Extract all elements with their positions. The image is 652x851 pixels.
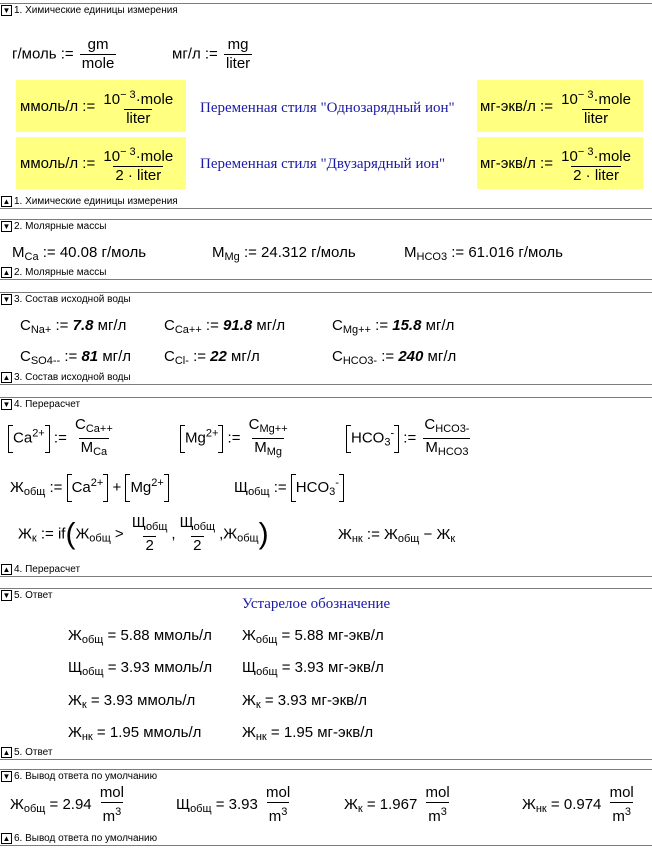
region-4-footer[interactable]: ▲ 4. Перерасчет — [0, 563, 652, 577]
molar-mass-hco3[interactable]: $M_{HCO3}$ := 61.016 г/моль — [404, 244, 563, 263]
conc-cl[interactable]: $C_{Cl-}$ := 22 мг/л — [164, 348, 260, 367]
conc-mg[interactable]: $C_{Mg++}$ := 15.8 мг/л — [332, 317, 455, 336]
calc-ca-ion[interactable]: $Ca^{2+}$ := $\frac{C_{Ca++}}{M_{Ca}}$ — [8, 416, 117, 461]
region-1-header[interactable] — [0, 3, 652, 17]
conc-so4[interactable]: $C_{SO4--}$ := 81 мг/л — [20, 348, 132, 367]
answer-zh-k-mmol[interactable]: $Ж_к = 3.93$ ммоль/л — [68, 692, 196, 711]
unit-def-mgeq-1[interactable]: мг-экв/л := $\frac{10^{- 3}\cdot mole}{\text{liter}}$ — [480, 89, 631, 127]
unit-def-mgl[interactable]: мг/л := $\frac{mg}{\text{liter}}$ — [172, 36, 251, 72]
collapse-toggle-icon[interactable]: ▼ — [2, 590, 11, 600]
molar-mass-ca[interactable]: $M_{Ca}$ := 40.08 г/моль — [12, 244, 147, 263]
region-3-footer[interactable]: ▲ 3. Состав исходной воды — [0, 371, 652, 385]
calc-zh-k[interactable]: $Ж_к$ := $if(Ж_{общ}$ > $\frac{Щ_{общ}}{2}$ , $\frac{Щ_{общ}}{2}$ $,Ж_{общ}$) — [18, 514, 269, 554]
answer-zh-obsh-mmol[interactable]: $Ж_{общ} = 5.88$ ммоль/л — [68, 627, 212, 646]
unit-def-mmol-1[interactable]: ммоль/л := $\frac{10^{- 3}\cdot mole}{\text{liter}}$ — [20, 89, 174, 127]
answer-zh-nk-mmol[interactable]: $Ж_{нк} = 1.95$ ммоль/л — [68, 724, 202, 743]
expand-toggle-icon[interactable]: ▲ — [2, 372, 11, 382]
region-3-header[interactable]: ▼ 3. Состав исходной воды — [0, 292, 652, 306]
region-6-header[interactable]: ▼ 6. Вывод ответа по умолчанию — [0, 769, 652, 783]
unit-def-mgeq-2[interactable]: мг-экв/л := $\frac{10^{- 3}\cdot mole}{\text{2 · liter}}$ — [480, 146, 631, 184]
region-4-header[interactable]: ▼ 4. Перерасчет — [0, 397, 652, 411]
style-note-1: Переменная стиля "Однозарядный ион" — [200, 100, 455, 116]
collapse-toggle-icon[interactable]: ▼ — [2, 771, 11, 781]
collapse-toggle-icon[interactable]: ▼ — [2, 221, 11, 231]
default-zh-obsh[interactable]: $Ж_{общ} = 2.94$ $\frac{\text{mol}}{m^3}$ — [10, 784, 124, 825]
unit-def-gmol[interactable]: г/моль := $\frac{gm}{\text{mole}}$ — [12, 36, 115, 72]
expand-toggle-icon[interactable]: ▲ — [2, 833, 11, 843]
calc-zh-nk[interactable]: $Ж_{нк}$ := $Ж_{общ} - Ж_к$ — [338, 526, 456, 545]
calc-hco3-ion[interactable]: $HCO_3^-$ := $\frac{C_{HCO3-}}{M_{HCO3}}$ — [346, 416, 473, 461]
region-title: 1. Химические единицы измерения — [14, 4, 178, 16]
expand-toggle-icon[interactable]: ▲ — [2, 267, 11, 277]
default-zh-nk[interactable]: $Ж_{нк} = 0.974$ $\frac{\text{mol}}{m^3}$ — [522, 784, 634, 825]
style-note-2: Переменная стиля "Двузарядный ион" — [200, 156, 446, 172]
region-2-header[interactable]: ▼ 2. Молярные массы — [0, 219, 652, 233]
collapse-toggle-icon[interactable]: ▼ — [2, 399, 11, 409]
answer-zh-nk-mgeq[interactable]: $Ж_{нк} = 1.95$ мг-экв/л — [242, 724, 374, 743]
molar-mass-mg[interactable]: $M_{Mg}$ := 24.312 г/моль — [212, 244, 356, 263]
region-1-footer[interactable]: ▲ 1. Химические единицы измерения — [0, 195, 652, 209]
answer-shch-obsh-mmol[interactable]: $Щ_{общ} = 3.93$ ммоль/л — [68, 659, 213, 678]
answer-zh-k-mgeq[interactable]: $Ж_к = 3.93$ мг-экв/л — [242, 692, 368, 711]
obsolete-note: Устарелое обозначение — [242, 596, 391, 612]
collapse-toggle-icon[interactable]: ▼ — [2, 5, 11, 15]
calc-zh-obsh[interactable]: $Ж_{общ}$ := $Ca^{2+} + Mg^{2+}$ — [10, 474, 169, 502]
calc-mg-ion[interactable]: $Mg^{2+}$ := $\frac{C_{Mg++}}{M_{Mg}}$ — [180, 416, 292, 461]
default-zh-k[interactable]: $Ж_к = 1.967$ $\frac{\text{mol}}{m^3}$ — [344, 784, 450, 825]
region-5-header[interactable]: ▼ 5. Ответ — [0, 588, 652, 602]
region-5-footer[interactable]: ▲ 5. Ответ — [0, 746, 652, 760]
conc-hco3[interactable]: $C_{HCO3-}$ := 240 мг/л — [332, 348, 457, 367]
expand-toggle-icon[interactable]: ▲ — [2, 747, 11, 757]
expand-toggle-icon[interactable]: ▲ — [2, 196, 11, 206]
unit-def-mmol-2[interactable]: ммоль/л := $\frac{10^{- 3}\cdot mole}{\text{2 · liter}}$ — [20, 146, 174, 184]
conc-ca[interactable]: $C_{Ca++}$ := 91.8 мг/л — [164, 317, 286, 336]
default-shch-obsh[interactable]: $Щ_{общ} = 3.93$ $\frac{\text{mol}}{m^3}$ — [176, 784, 291, 825]
conc-na[interactable]: $C_{Na+}$ := 7.8 мг/л — [20, 317, 127, 336]
region-6-footer[interactable]: ▲ 6. Вывод ответа по умолчанию — [0, 832, 652, 846]
collapse-toggle-icon[interactable]: ▼ — [2, 294, 11, 304]
expand-toggle-icon[interactable]: ▲ — [2, 564, 11, 574]
answer-zh-obsh-mgeq[interactable]: $Ж_{общ} = 5.88$ мг-экв/л — [242, 627, 384, 646]
answer-shch-obsh-mgeq[interactable]: $Щ_{общ} = 3.93$ мг-экв/л — [242, 659, 384, 678]
calc-shch-obsh[interactable]: $Щ_{общ}$ := $HCO_3^-$ — [234, 474, 344, 502]
region-2-footer[interactable]: ▲ 2. Молярные массы — [0, 266, 652, 280]
